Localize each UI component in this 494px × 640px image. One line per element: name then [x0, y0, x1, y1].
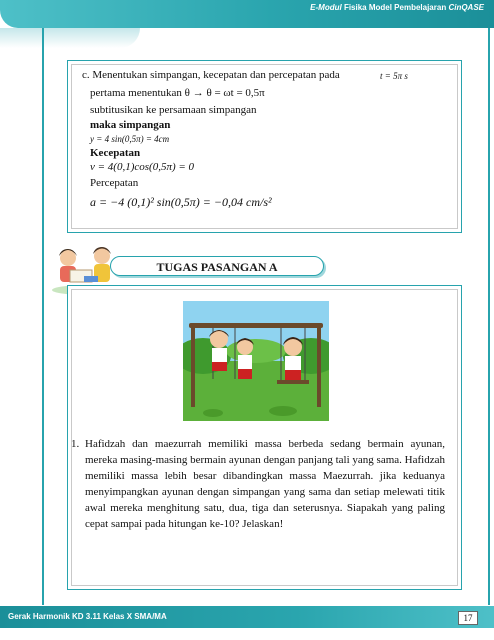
- page-footer: [0, 606, 494, 628]
- section-title-bar: [110, 256, 324, 276]
- task-text: Hafidzah dan maezurrah memiliki massa berbeda sedang bermain ayunan, mereka masing-masing bermain ayunan dengan panjang tali yang sama. Hafidzah memiliki massa lebih besar dibandingkan massa Maezurrah. jika keduanya menyimpangkan ayunan dengan simpangan yang sama dan setiap melewati titik awal mereka menghitung satu, dua, tiga dan seterusnya. Siapakah yang paling cepat sampai pada hitungan ke-10? Jelaskan!: [85, 438, 445, 530]
- heading-percepatan: Percepatan: [90, 177, 139, 189]
- line-c-equation: t = 5π s: [380, 71, 408, 81]
- task-question: [71, 436, 445, 532]
- equation-simpangan: y = 4 sin(0,5π) = 4cm: [90, 134, 170, 144]
- left-frame-line: [42, 28, 44, 605]
- equation-kecepatan: v = 4(0,1)cos(0,5π) = 0: [90, 161, 195, 173]
- header-title-body: Fisika Model Pembelajaran: [341, 3, 449, 12]
- line-theta: pertama menentukan θ → θ = ωt = 0,5π: [90, 87, 265, 99]
- swing-illustration: [183, 301, 329, 421]
- header-title-suffix: CinQASE: [448, 3, 484, 12]
- footer-text: Gerak Harmonik KD 3.11 Kelas X SMA/MA: [8, 612, 167, 621]
- heading-kecepatan: Kecepatan: [90, 147, 141, 159]
- header-title-prefix: E-Modul: [310, 3, 342, 12]
- line-substitusi: subtitusikan ke persamaan simpangan: [90, 104, 257, 116]
- right-frame-line: [488, 28, 490, 605]
- task-number: 1.: [71, 438, 80, 450]
- equation-percepatan: a = −4 (0,1)² sin(0,5π) = −0,04 cm/s²: [90, 195, 272, 209]
- line-c: c. Menentukan simpangan, kecepatan dan percepatan pada: [82, 69, 340, 81]
- header-decoration: [0, 28, 140, 48]
- header-title: [310, 3, 484, 12]
- page-number: 17: [458, 611, 478, 625]
- section-title: TUGAS PASANGAN A: [156, 260, 278, 274]
- heading-simpangan: maka simpangan: [90, 119, 171, 131]
- page-header: [0, 0, 494, 28]
